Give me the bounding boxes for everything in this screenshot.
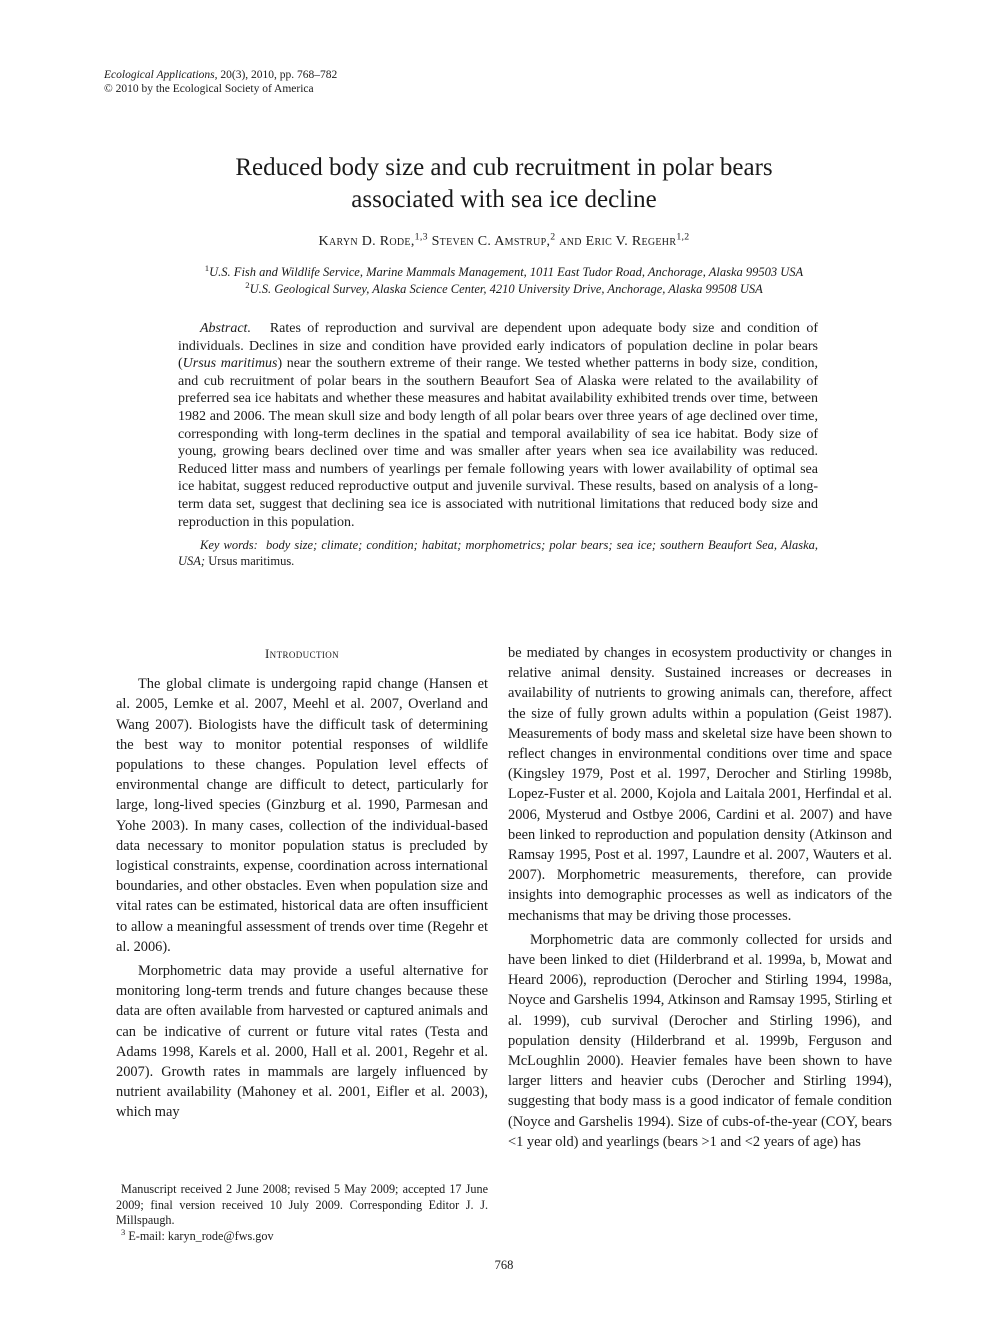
- author-2: Steven C. Amstrup,: [431, 234, 551, 249]
- intro-paragraph-1: The global climate is undergoing rapid change (Hansen et al. 2005, Lemke et al. 2007, Meehl et al. 2007, Overland and Wang 2007). Biologists have the difficult task of determining the best way to monitor potential responses of wildlife populations to these changes. Population level effects of environmental change are difficult to detect, particularly for large, long-lived species (Ginzburg et al. 1990, Parmesan and Yohe 2003). In many cases, collection of the individual-based data necessary to monitor population status is precluded by logistical constraints, expense, coordination across international boundaries, and other obstacles. Even when population size and vital rates can be estimated, historical data are often insufficient to allow a meaningful assessment of trends over time (Regehr et al. 2006).: [116, 676, 488, 955]
- title-line-2: associated with sea ice decline: [351, 186, 657, 213]
- affiliation-1-marker: 1: [204, 262, 210, 273]
- article-title: [100, 152, 908, 216]
- affiliation-2-text: U.S. Geological Survey, Alaska Science Center, 4210 University Drive, Anchorage, Alaska 99508 USA: [249, 282, 763, 296]
- copyright-line: © 2010 by the Ecological Society of America: [104, 83, 314, 95]
- author-2-affil: 2: [550, 231, 556, 243]
- keywords-species: Ursus maritimus.: [208, 554, 295, 569]
- abstract: [178, 320, 818, 569]
- intro-paragraph-3: be mediated by changes in ecosystem productivity or changes in relative animal density. Sustained increases or decreases in availability of nutrients to growing animals can, therefore, affect the size of fully grown adults within a population (Geist 1987). Measurements of body mass and skeletal size have been shown to reflect changes in environmental conditions over time and space (Kingsley 1979, Post et al. 1997, Derocher and Stirling 1998b, Lopez-Fuster et al. 2000, Kojola and Laitala 2001, Herfindal et al. 2006, Mysterud and Ostbye 2006, Cardini et al. 2007) and have been linked to reproduction and population density (Atkinson and Ramsay 1995, Post et al. 1997, Laundre et al. 2007, Wauters et al. 2007). Morphometric measurements, therefore, can provide insights into demographic processes as well as indicators of the mechanisms that may be driving those processes.: [508, 645, 892, 924]
- keywords-label: Key words:: [200, 538, 258, 553]
- author-list: [100, 231, 908, 250]
- affiliation-1: [100, 264, 908, 280]
- author-3-affil: 1,2: [676, 231, 690, 243]
- intro-paragraph-4: Morphometric data are commonly collected for ursids and have been linked to diet (Hilderbrand et al. 1999a, b, Mowat and Heard 2006), reproduction (Derocher and Stirling 1994, 1998a, Noyce and Garshelis 1994, Atkinson and Ramsay 1995, Stirling et al. 1999), cub survival (Derocher and Stirling 1996), and population density (Hilderbrand et al. 1999b, Ferguson and McLoughlin 2000). Heavier females have been shown to have larger litters and heavier cubs (Derocher and Stirling 1994), suggesting that body mass is a good indicator of female condition (Noyce and Garshelis 1994). Size of cubs-of-the-year (COY, bears <1 year old) and yearlings (bears >1 and <2 years of age) has: [508, 931, 892, 1150]
- journal-name: Ecological Applications: [104, 69, 215, 81]
- keywords-list: body size; climate; condition; habitat; morphometrics; polar bears; sea ice; southern Beaufort Sea, Alaska, USA;: [178, 538, 818, 569]
- affiliation-1-text: U.S. Fish and Wildlife Service, Marine Mammals Management, 1011 East Tudor Road, Anchorage, Alaska 99503 USA: [209, 265, 804, 279]
- abstract-text-2: ) near the southern extreme of their range. We tested whether patterns in body size, condition, and cub recruitment of polar bears in the southern Beaufort Sea of Alaska were related to the availability of preferred sea ice habitats and whether these measures and habitat availability exhibited trends over time, between 1982 and 2006. The mean skull size and body length of all polar bears over three years of age declined over time, corresponding with long-term declines in the spatial and temporal availability of sea ice habitat. Body size of young, growing bears declined over time and was smaller after years when sea ice availability was reduced. Reduced litter mass and numbers of yearlings per female following years with lower availability of optimal sea ice habitat, suggest reduced reproductive output and juvenile survival. These results, based on analysis of a long-term data set, suggest that declining sea ice is associated with nutritional limitations that reduced body size and reproduction in this population.: [178, 356, 818, 530]
- affiliation-2: [100, 281, 908, 297]
- abstract-species: Ursus maritimus: [182, 356, 278, 372]
- author-1: Karyn D. Rode,: [318, 234, 415, 249]
- right-column: [508, 643, 892, 1156]
- title-line-1: Reduced body size and cub recruitment in polar bears: [235, 154, 773, 181]
- journal-header: [104, 68, 337, 96]
- author-1-affil: 1,3: [414, 231, 428, 243]
- abstract-body: [178, 320, 818, 531]
- author-conjunction: and: [559, 234, 582, 249]
- page-number: 768: [494, 1258, 514, 1272]
- email-text: E-mail: karyn_rode@fws.gov: [125, 1228, 274, 1243]
- email-marker: 3: [121, 1226, 126, 1237]
- affiliation-2-marker: 2: [245, 279, 250, 290]
- corresponding-email: [116, 1226, 488, 1245]
- intro-paragraph-2: Morphometric data may provide a useful alternative for monitoring long-term trends and future changes because these data are often available from harvested or captured animals and can be indicative of current or future vital rates (Testa and Adams 1998, Karels et al. 2000, Hall et al. 2001, Regehr et al. 2007). Growth rates in mammals are largely influenced by nutrient availability (Mahoney et al. 2001, Eifler et al. 2003), which may: [116, 963, 488, 1121]
- section-heading-introduction: Introduction: [264, 646, 340, 661]
- journal-citation: , 20(3), 2010, pp. 768–782: [214, 69, 338, 81]
- manuscript-dates: Manuscript received 2 June 2008; revised 5 May 2009; accepted 17 June 2009; final version received 10 July 2009. Corresponding Editor J. J. Millspaugh.: [116, 1182, 488, 1227]
- abstract-label: Abstract.: [200, 321, 251, 336]
- footnote: [116, 1182, 488, 1244]
- abstract-text-1: Rates of reproduction and survival are dependent upon adequate body size and condition of individuals. Declines in size and condition have provided early indicators of population decline in polar bears (: [178, 321, 818, 372]
- author-3: Eric V. Regehr: [585, 234, 677, 249]
- keywords: [178, 537, 818, 569]
- left-column: [116, 642, 488, 1127]
